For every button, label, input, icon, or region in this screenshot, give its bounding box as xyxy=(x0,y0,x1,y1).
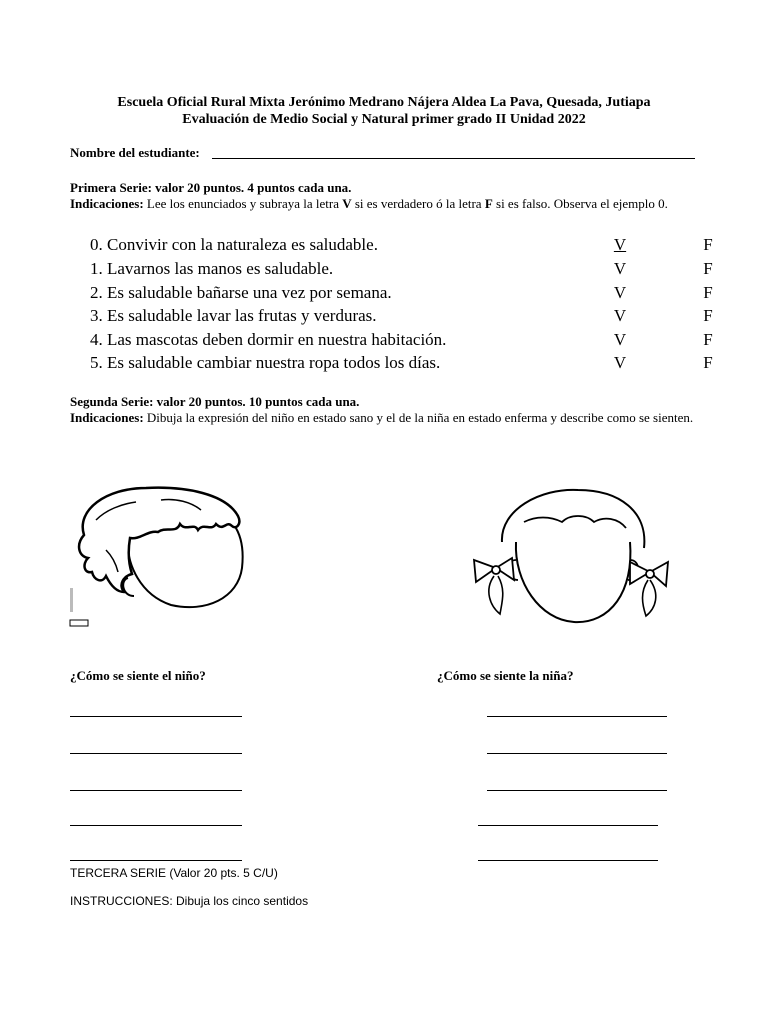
item-5-v[interactable]: V xyxy=(613,353,627,372)
girl-answer-line-5[interactable] xyxy=(478,860,658,861)
question-girl: ¿Cómo se siente la niña? xyxy=(437,668,574,683)
item-5-f[interactable]: F xyxy=(703,353,713,372)
item-3-text: 3. Es saludable lavar las frutas y verduras. xyxy=(90,306,377,325)
item-0-v[interactable]: V xyxy=(613,235,627,254)
serie1-ind-b: si es verdadero ó la letra xyxy=(351,196,485,211)
serie1-ind-v: V xyxy=(342,196,352,211)
boy-answer-line-4[interactable] xyxy=(70,825,242,826)
serie3-title: TERCERA SERIE (Valor 20 pts. 5 C/U) xyxy=(70,866,278,880)
item-1-v[interactable]: V xyxy=(613,259,627,278)
item-4-text: 4. Las mascotas deben dormir en nuestra habitación. xyxy=(90,330,447,349)
item-4-v[interactable]: V xyxy=(613,330,627,349)
boy-answer-line-3[interactable] xyxy=(70,790,242,791)
boy-head-drawing xyxy=(66,480,246,630)
boy-answer-line-5[interactable] xyxy=(70,860,242,861)
item-5-text: 5. Es saludable cambiar nuestra ropa todos los días. xyxy=(90,353,441,372)
school-name: Escuela Oficial Rural Mixta Jerónimo Medrano Nájera Aldea La Pava, Quesada, Jutiapa xyxy=(117,95,651,110)
item-2-text: 2. Es saludable bañarse una vez por semana. xyxy=(90,283,392,302)
item-0-text: 0. Convivir con la naturaleza es saludable. xyxy=(90,235,378,254)
item-3-f[interactable]: F xyxy=(703,306,713,325)
serie1-ind-a: Lee los enunciados y subraya la letra xyxy=(143,196,343,211)
boy-answer-line-1[interactable] xyxy=(70,716,242,717)
item-2-v[interactable]: V xyxy=(613,283,627,302)
girl-answer-line-3[interactable] xyxy=(487,790,667,791)
student-name-line[interactable] xyxy=(212,158,695,159)
serie1-title: Primera Serie: valor 20 puntos. 4 puntos cada una. xyxy=(70,180,352,195)
serie1-ind-label: Indicaciones: xyxy=(70,196,144,211)
serie3-instructions: INSTRUCCIONES: Dibuja los cinco sentidos xyxy=(70,894,309,908)
item-1-f[interactable]: F xyxy=(703,259,713,278)
girl-answer-line-1[interactable] xyxy=(487,716,667,717)
serie1-instructions xyxy=(70,196,668,212)
boy-answer-line-2[interactable] xyxy=(70,753,242,754)
exam-title: Evaluación de Medio Social y Natural primer grado II Unidad 2022 xyxy=(182,112,586,127)
girl-head-drawing xyxy=(470,482,670,628)
serie2-instructions xyxy=(70,410,700,426)
girl-answer-line-4[interactable] xyxy=(478,825,658,826)
item-4-f[interactable]: F xyxy=(703,330,713,349)
item-2-f[interactable]: F xyxy=(703,283,713,302)
serie1-ind-c: si es falso. Observa el ejemplo 0. xyxy=(492,196,668,211)
student-name-label: Nombre del estudiante: xyxy=(70,145,200,160)
serie2-ind-text: Dibuja la expresión del niño en estado sano y el de la niña en estado enferma y describe como se sienten. xyxy=(143,410,694,425)
serie2-ind-label: Indicaciones: xyxy=(70,410,144,425)
serie1-ind-f: F xyxy=(484,196,493,211)
item-1-text: 1. Lavarnos las manos es saludable. xyxy=(90,259,334,278)
item-0-f[interactable]: F xyxy=(703,235,713,254)
item-3-v[interactable]: V xyxy=(613,306,627,325)
question-boy: ¿Cómo se siente el niño? xyxy=(70,668,206,683)
serie2-title: Segunda Serie: valor 20 puntos. 10 puntos cada una. xyxy=(70,394,360,409)
girl-answer-line-2[interactable] xyxy=(487,753,667,754)
